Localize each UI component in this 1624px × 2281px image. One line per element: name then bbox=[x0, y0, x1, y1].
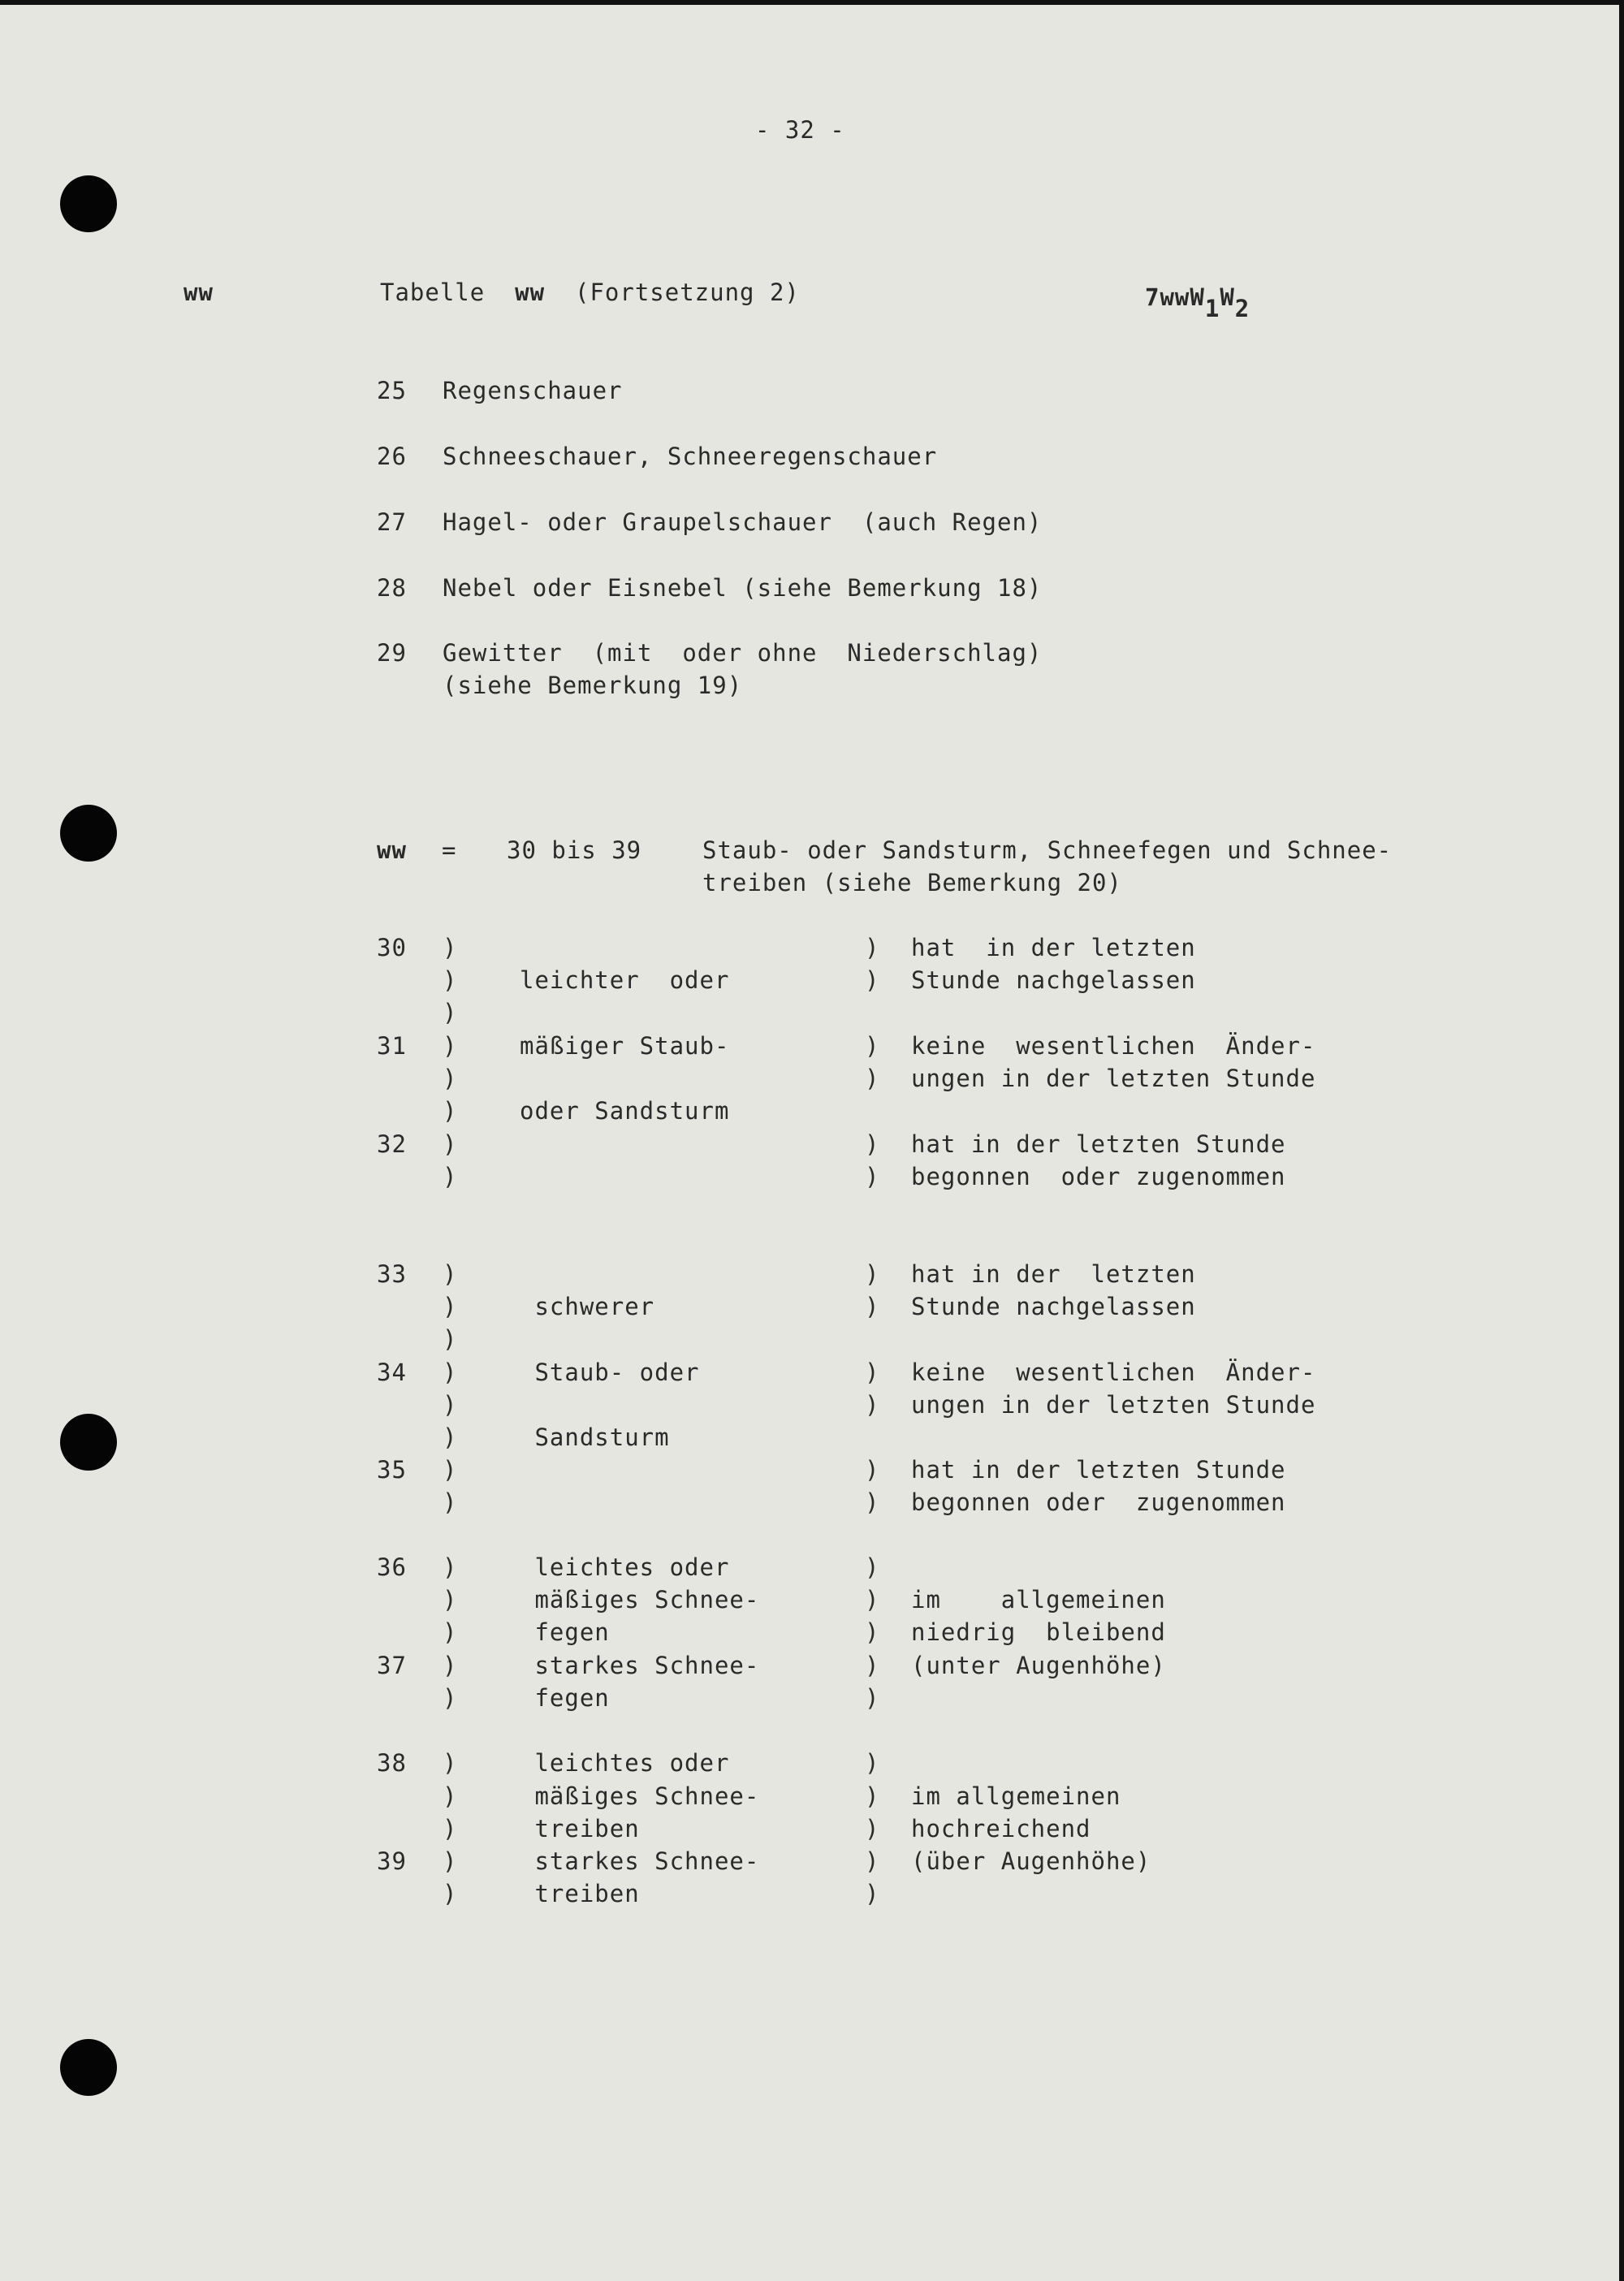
bracket-right: ) bbox=[865, 1065, 880, 1092]
entry-number: 27 bbox=[377, 508, 407, 536]
table-title-code: ww bbox=[515, 279, 546, 306]
section-range: 30 bis 39 bbox=[507, 836, 642, 864]
bracket-right: ) bbox=[865, 1586, 880, 1614]
bracket-right: ) bbox=[865, 1880, 880, 1907]
bracket-left: ) bbox=[443, 934, 458, 961]
entry-text: Gewitter (mit oder ohne Niederschlag) bbox=[443, 639, 1043, 667]
bracket-left: ) bbox=[443, 1391, 458, 1419]
row-number: 33 bbox=[377, 1260, 407, 1288]
bracket-right: ) bbox=[865, 1359, 880, 1386]
row-condition: begonnen oder zugenommen bbox=[911, 1163, 1286, 1190]
bracket-left: ) bbox=[443, 999, 458, 1026]
row-condition: hat in der letzten bbox=[911, 1260, 1196, 1288]
row-description: schwerer bbox=[520, 1293, 655, 1320]
bracket-left: ) bbox=[443, 1260, 458, 1288]
bracket-right: ) bbox=[865, 1293, 880, 1320]
row-number: 30 bbox=[377, 934, 407, 961]
row-description: mäßiges Schnee- bbox=[520, 1586, 760, 1614]
row-description: starkes Schnee- bbox=[520, 1847, 760, 1875]
bracket-left: ) bbox=[443, 1097, 458, 1125]
bracket-left: ) bbox=[443, 1488, 458, 1516]
row-description: treiben bbox=[520, 1815, 640, 1843]
bracket-left: ) bbox=[443, 1847, 458, 1875]
bracket-left: ) bbox=[443, 1325, 458, 1353]
row-condition: Stunde nachgelassen bbox=[911, 1293, 1196, 1320]
row-condition: hat in der letzten Stunde bbox=[911, 1456, 1286, 1484]
bracket-left: ) bbox=[443, 1359, 458, 1386]
row-condition: (über Augenhöhe) bbox=[911, 1847, 1151, 1875]
bracket-right: ) bbox=[865, 1815, 880, 1843]
bracket-left: ) bbox=[443, 1065, 458, 1092]
bracket-right: ) bbox=[865, 966, 880, 994]
bracket-right: ) bbox=[865, 1618, 880, 1646]
bracket-right: ) bbox=[865, 1260, 880, 1288]
entry-number: 29 bbox=[377, 639, 407, 667]
table-title-prefix: Tabelle bbox=[380, 279, 486, 306]
row-condition: hat in der letzten bbox=[911, 934, 1196, 961]
row-description: fegen bbox=[520, 1618, 610, 1646]
section-title-line2: treiben (siehe Bemerkung 20) bbox=[702, 869, 1122, 896]
bracket-right: ) bbox=[865, 1488, 880, 1516]
bracket-right: ) bbox=[865, 1782, 880, 1810]
entry-text: (siehe Bemerkung 19) bbox=[443, 672, 743, 699]
row-number: 31 bbox=[377, 1032, 407, 1060]
bracket-left: ) bbox=[443, 1032, 458, 1060]
section-eq: = bbox=[442, 836, 457, 864]
bracket-left: ) bbox=[443, 1456, 458, 1484]
row-description: treiben bbox=[520, 1880, 640, 1907]
entry-number: 26 bbox=[377, 443, 407, 470]
row-description: leichter oder bbox=[520, 966, 730, 994]
bracket-right: ) bbox=[865, 1032, 880, 1060]
bracket-right: ) bbox=[865, 1684, 880, 1712]
row-description: mäßiges Schnee- bbox=[520, 1782, 760, 1810]
bracket-right: ) bbox=[865, 934, 880, 961]
bracket-right: ) bbox=[865, 1749, 880, 1777]
row-description: Staub- oder bbox=[520, 1359, 700, 1386]
bracket-right: ) bbox=[865, 1652, 880, 1679]
page-number: - 32 - bbox=[755, 116, 845, 144]
header-right-main: 7wwW bbox=[1145, 283, 1205, 311]
bracket-right: ) bbox=[865, 1130, 880, 1158]
punch-hole-2 bbox=[60, 805, 117, 862]
row-condition: hochreichend bbox=[911, 1815, 1091, 1843]
header-right-w: W bbox=[1220, 283, 1235, 311]
row-description: mäßiger Staub- bbox=[520, 1032, 730, 1060]
bracket-right: ) bbox=[865, 1456, 880, 1484]
row-number: 39 bbox=[377, 1847, 407, 1875]
section-title-line1: Staub- oder Sandsturm, Schneefegen und Schnee- bbox=[702, 836, 1393, 864]
bracket-left: ) bbox=[443, 1749, 458, 1777]
row-number: 38 bbox=[377, 1749, 407, 1777]
bracket-left: ) bbox=[443, 1618, 458, 1646]
bracket-right: ) bbox=[865, 1391, 880, 1419]
row-description: starkes Schnee- bbox=[520, 1652, 760, 1679]
bracket-left: ) bbox=[443, 1586, 458, 1614]
bracket-left: ) bbox=[443, 1652, 458, 1679]
row-condition: begonnen oder zugenommen bbox=[911, 1488, 1286, 1516]
bracket-right: ) bbox=[865, 1553, 880, 1581]
bracket-right: ) bbox=[865, 1163, 880, 1190]
header-right-sub2: 2 bbox=[1234, 295, 1250, 322]
row-condition: (unter Augenhöhe) bbox=[911, 1652, 1166, 1679]
entry-number: 28 bbox=[377, 574, 407, 602]
entry-text: Hagel- oder Graupelschauer (auch Regen) bbox=[443, 508, 1043, 536]
bracket-left: ) bbox=[443, 1163, 458, 1190]
table-title-suffix: (Fortsetzung 2) bbox=[574, 279, 800, 306]
row-description: Sandsturm bbox=[520, 1423, 670, 1451]
bracket-left: ) bbox=[443, 1130, 458, 1158]
table-title bbox=[380, 276, 800, 309]
bracket-right: ) bbox=[865, 1847, 880, 1875]
row-description: leichtes oder bbox=[520, 1553, 730, 1581]
bracket-left: ) bbox=[443, 1684, 458, 1712]
row-condition: ungen in der letzten Stunde bbox=[911, 1065, 1316, 1092]
bracket-left: ) bbox=[443, 1293, 458, 1320]
punch-hole-1 bbox=[60, 175, 117, 232]
row-description: leichtes oder bbox=[520, 1749, 730, 1777]
header-right-sub1: 1 bbox=[1204, 295, 1220, 322]
row-number: 35 bbox=[377, 1456, 407, 1484]
entry-number: 25 bbox=[377, 377, 407, 404]
row-condition: keine wesentlichen Änder- bbox=[911, 1032, 1316, 1060]
bracket-left: ) bbox=[443, 1423, 458, 1451]
row-condition: ungen in der letzten Stunde bbox=[911, 1391, 1316, 1419]
punch-hole-4 bbox=[60, 2039, 117, 2096]
bracket-left: ) bbox=[443, 1553, 458, 1581]
bracket-left: ) bbox=[443, 966, 458, 994]
header-left-code: ww bbox=[184, 279, 214, 306]
row-description: fegen bbox=[520, 1684, 610, 1712]
bracket-left: ) bbox=[443, 1880, 458, 1907]
row-number: 32 bbox=[377, 1130, 407, 1158]
punch-hole-3 bbox=[60, 1414, 117, 1471]
bracket-left: ) bbox=[443, 1782, 458, 1810]
row-description: oder Sandsturm bbox=[520, 1097, 730, 1125]
row-condition: hat in der letzten Stunde bbox=[911, 1130, 1286, 1158]
entry-text: Regenschauer bbox=[443, 377, 623, 404]
row-number: 34 bbox=[377, 1359, 407, 1386]
row-condition: niedrig bleibend bbox=[911, 1618, 1166, 1646]
scan-edge bbox=[1619, 5, 1624, 2281]
row-number: 36 bbox=[377, 1553, 407, 1581]
entry-text: Nebel oder Eisnebel (siehe Bemerkung 18) bbox=[443, 574, 1043, 602]
row-number: 37 bbox=[377, 1652, 407, 1679]
row-condition: Stunde nachgelassen bbox=[911, 966, 1196, 994]
row-condition: keine wesentlichen Änder- bbox=[911, 1359, 1316, 1386]
row-condition: im allgemeinen bbox=[911, 1586, 1166, 1614]
row-condition: im allgemeinen bbox=[911, 1782, 1121, 1810]
header-right-code bbox=[1145, 281, 1250, 322]
bracket-left: ) bbox=[443, 1815, 458, 1843]
entry-text: Schneeschauer, Schneeregenschauer bbox=[443, 443, 938, 470]
section-code: ww bbox=[377, 836, 407, 864]
